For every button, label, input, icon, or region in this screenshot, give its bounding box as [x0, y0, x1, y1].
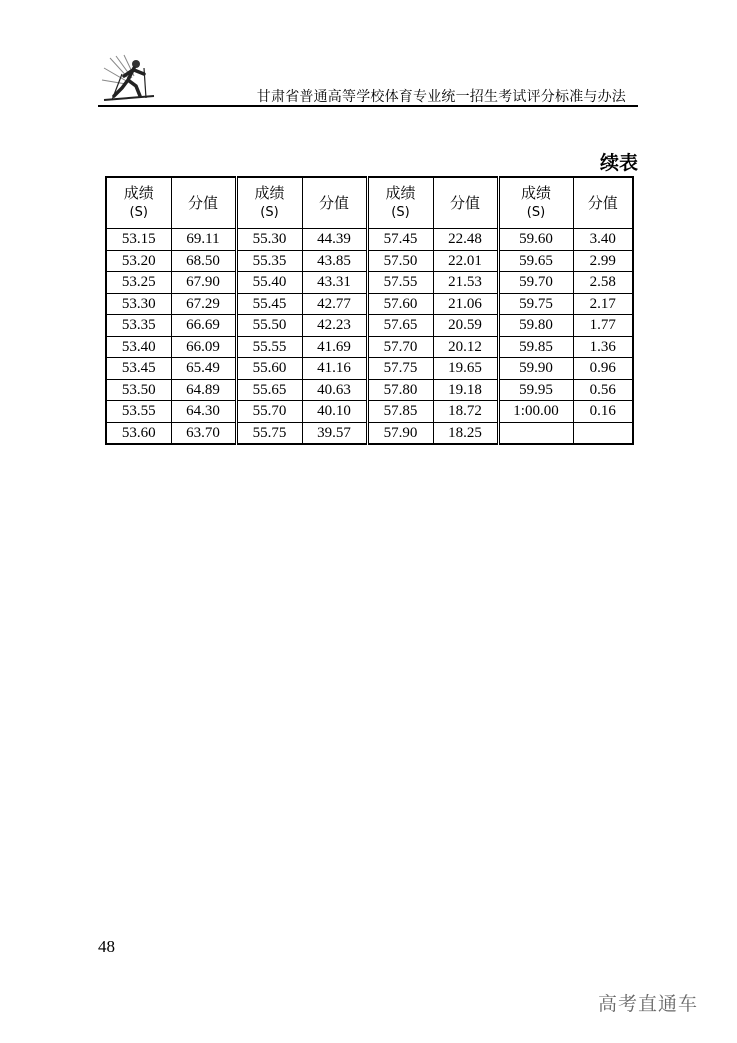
points-cell: 20.59 [433, 315, 498, 337]
header-cell-points: 分值 [171, 177, 236, 229]
points-cell: 21.53 [433, 272, 498, 294]
page-number: 48 [98, 937, 115, 956]
table-row [106, 250, 633, 272]
table-row [106, 229, 633, 251]
points-cell: 68.50 [171, 250, 236, 272]
score-cell: 55.30 [236, 229, 302, 251]
points-cell: 18.25 [433, 422, 498, 444]
points-cell: 0.16 [573, 401, 633, 423]
score-cell: 55.55 [236, 336, 302, 358]
table-row [106, 379, 633, 401]
score-cell: 53.35 [106, 315, 171, 337]
header-cell-score: 成绩 (S) [498, 177, 573, 229]
table-header-row [106, 177, 633, 229]
score-cell: 53.60 [106, 422, 171, 444]
points-cell: 67.90 [171, 272, 236, 294]
points-cell: 69.11 [171, 229, 236, 251]
points-cell: 41.16 [302, 358, 367, 380]
score-cell: 53.20 [106, 250, 171, 272]
points-cell: 0.56 [573, 379, 633, 401]
table-row [106, 293, 633, 315]
points-cell: 22.01 [433, 250, 498, 272]
score-cell: 59.70 [498, 272, 573, 294]
score-cell: 57.60 [367, 293, 433, 315]
score-cell: 53.30 [106, 293, 171, 315]
score-cell: 53.50 [106, 379, 171, 401]
score-cell: 55.40 [236, 272, 302, 294]
table-row [106, 272, 633, 294]
points-cell: 19.18 [433, 379, 498, 401]
points-cell [573, 422, 633, 444]
watermark-text: 高考直通车 [598, 993, 699, 1015]
score-cell: 55.70 [236, 401, 302, 423]
score-cell: 53.55 [106, 401, 171, 423]
score-cell: 57.55 [367, 272, 433, 294]
score-cell: 59.65 [498, 250, 573, 272]
points-cell: 20.12 [433, 336, 498, 358]
score-cell: 55.45 [236, 293, 302, 315]
points-cell: 67.29 [171, 293, 236, 315]
score-cell: 55.65 [236, 379, 302, 401]
points-cell: 42.77 [302, 293, 367, 315]
points-cell: 42.23 [302, 315, 367, 337]
score-cell: 57.85 [367, 401, 433, 423]
score-cell: 53.45 [106, 358, 171, 380]
points-cell: 40.63 [302, 379, 367, 401]
header-title: 甘肃省普通高等学校体育专业统一招生考试评分标准与办法 [256, 89, 626, 105]
score-cell [498, 422, 573, 444]
points-cell: 40.10 [302, 401, 367, 423]
points-cell: 44.39 [302, 229, 367, 251]
table-row [106, 336, 633, 358]
table-row [106, 315, 633, 337]
score-cell: 59.80 [498, 315, 573, 337]
points-cell: 66.69 [171, 315, 236, 337]
table-row [106, 401, 633, 423]
score-cell: 57.50 [367, 250, 433, 272]
score-cell: 57.80 [367, 379, 433, 401]
points-cell: 1.36 [573, 336, 633, 358]
score-cell: 59.95 [498, 379, 573, 401]
points-cell: 64.89 [171, 379, 236, 401]
points-cell: 2.58 [573, 272, 633, 294]
score-cell: 55.60 [236, 358, 302, 380]
score-cell: 57.65 [367, 315, 433, 337]
score-cell: 59.60 [498, 229, 573, 251]
points-cell: 2.99 [573, 250, 633, 272]
points-cell: 18.72 [433, 401, 498, 423]
header-cell-score: 成绩 (S) [236, 177, 302, 229]
points-cell: 1.77 [573, 315, 633, 337]
score-cell: 1:00.00 [498, 401, 573, 423]
points-cell: 65.49 [171, 358, 236, 380]
score-cell: 57.90 [367, 422, 433, 444]
points-cell: 0.96 [573, 358, 633, 380]
score-cell: 59.90 [498, 358, 573, 380]
points-cell: 43.31 [302, 272, 367, 294]
points-cell: 22.48 [433, 229, 498, 251]
continued-label: 续表 [599, 152, 638, 174]
points-cell: 39.57 [302, 422, 367, 444]
points-cell: 66.09 [171, 336, 236, 358]
table-row [106, 422, 633, 444]
header-cell-score: 成绩 (S) [367, 177, 433, 229]
score-cell: 57.45 [367, 229, 433, 251]
score-cell: 59.75 [498, 293, 573, 315]
points-cell: 19.65 [433, 358, 498, 380]
score-table [105, 176, 634, 445]
header-divider [98, 105, 638, 107]
points-cell: 41.69 [302, 336, 367, 358]
score-cell: 53.25 [106, 272, 171, 294]
score-cell: 55.75 [236, 422, 302, 444]
score-cell: 59.85 [498, 336, 573, 358]
score-cell: 55.35 [236, 250, 302, 272]
points-cell: 64.30 [171, 401, 236, 423]
header-cell-points: 分值 [573, 177, 633, 229]
score-cell: 57.70 [367, 336, 433, 358]
score-cell: 57.75 [367, 358, 433, 380]
header-cell-points: 分值 [302, 177, 367, 229]
points-cell: 43.85 [302, 250, 367, 272]
table-row [106, 358, 633, 380]
score-cell: 55.50 [236, 315, 302, 337]
points-cell: 63.70 [171, 422, 236, 444]
header-cell-score: 成绩 (S) [106, 177, 171, 229]
skier-icon [100, 54, 156, 104]
score-cell: 53.15 [106, 229, 171, 251]
points-cell: 3.40 [573, 229, 633, 251]
header-cell-points: 分值 [433, 177, 498, 229]
score-cell: 53.40 [106, 336, 171, 358]
points-cell: 21.06 [433, 293, 498, 315]
points-cell: 2.17 [573, 293, 633, 315]
